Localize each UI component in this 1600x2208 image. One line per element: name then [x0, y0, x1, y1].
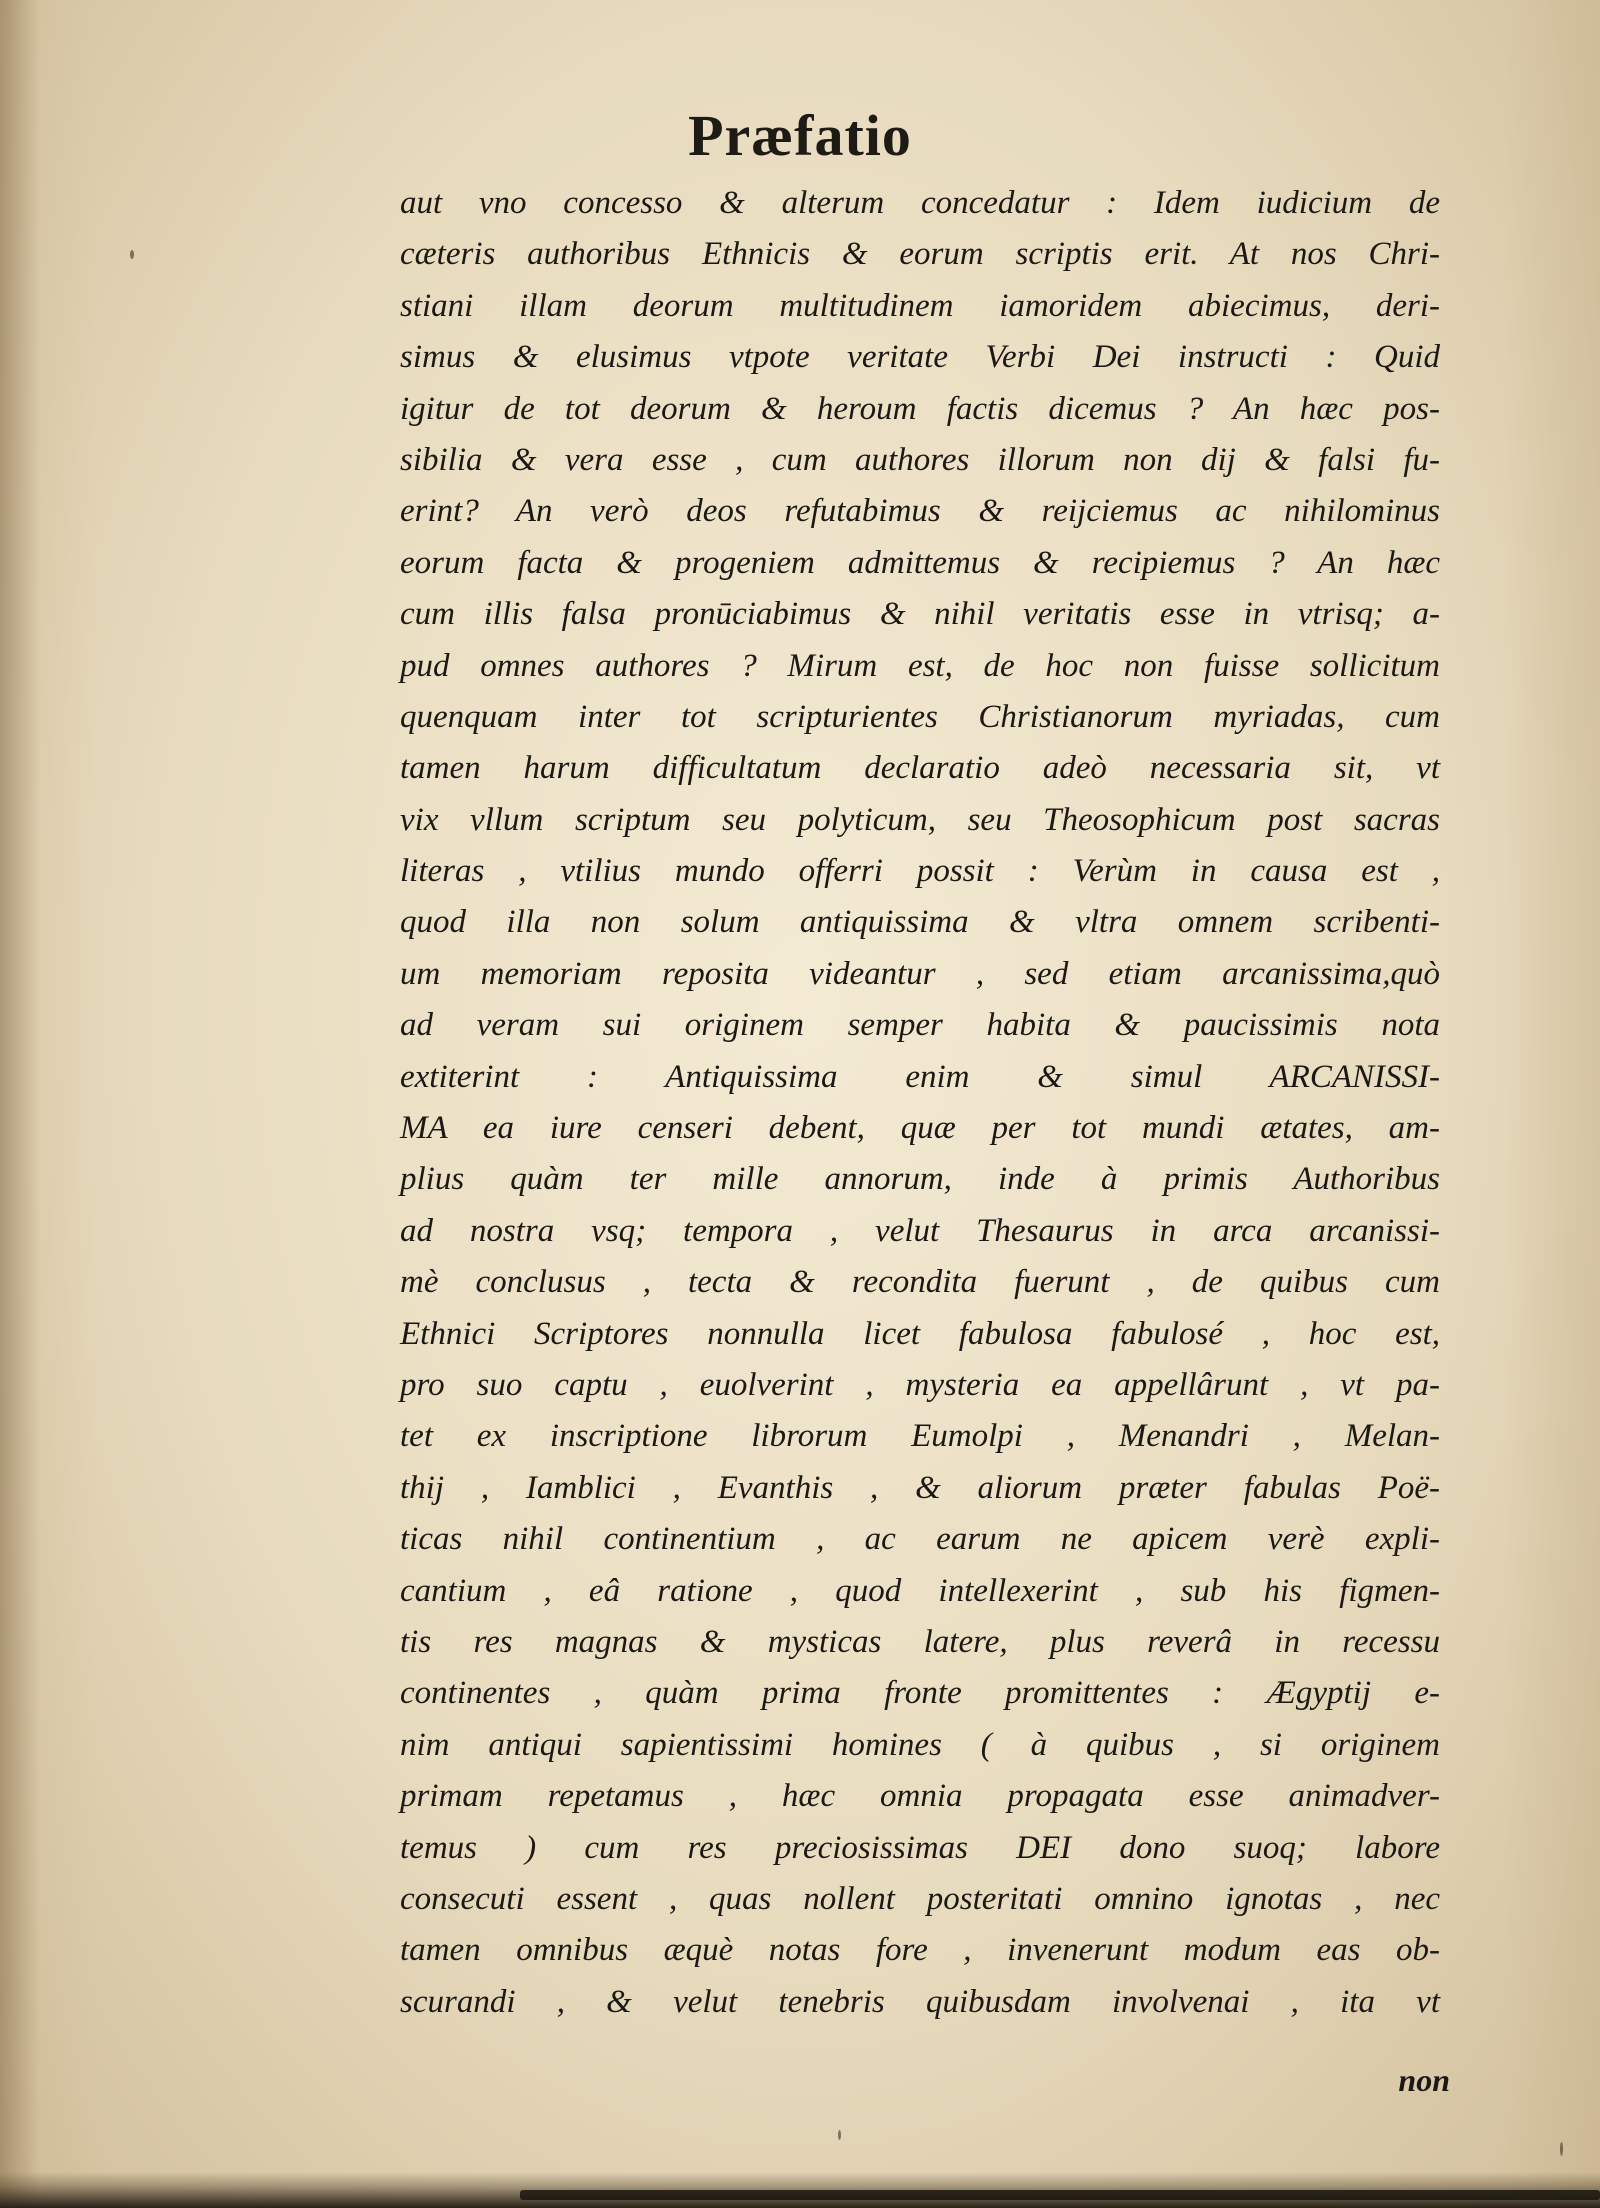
ink-speck	[838, 2130, 841, 2140]
book-edge-shadow	[520, 2190, 1600, 2200]
text-line: eorum facta & progeniem admittemus & recipiemus ? An hæc	[400, 544, 1440, 581]
text-line: pud omnes authores ? Mirum est, de hoc non fuisse sollicitum	[400, 647, 1440, 684]
text-line: quenquam inter tot scripturientes Christianorum myriadas, cum	[400, 698, 1440, 735]
text-line: continentes , quàm prima fronte promittentes : Ægyptij e-	[400, 1675, 1440, 1712]
page-header-title: Præfatio	[688, 103, 912, 168]
text-line: primam repetamus , hæc omnia propagata esse animadver-	[400, 1778, 1440, 1815]
text-line: plius quàm ter mille annorum, inde à primis Authoribus	[400, 1161, 1440, 1198]
text-line: thij , Iamblici , Evanthis , & aliorum præter fabulas Poë-	[400, 1469, 1440, 1506]
text-line: pro suo captu , euolverint , mysteria ea appellârunt , vt pa-	[400, 1366, 1440, 1403]
text-line: cæteris authoribus Ethnicis & eorum scriptis erit. At nos Chri-	[400, 236, 1440, 273]
text-line: erint? An verò deos refutabimus & reijciemus ac nihilominus	[400, 493, 1440, 530]
text-line: um memoriam reposita videantur , sed etiam arcanissima,quò	[400, 955, 1440, 992]
text-line: Ethnici Scriptores nonnulla licet fabulosa fabulosé , hoc est,	[400, 1315, 1440, 1352]
text-line: igitur de tot deorum & heroum factis dicemus ? An hæc pos-	[400, 390, 1440, 427]
text-line: ad veram sui originem semper habita & paucissimis nota	[400, 1007, 1440, 1044]
text-line: aut vno concesso & alterum concedatur : Idem iudicium de	[400, 185, 1440, 221]
body-text	[400, 178, 1440, 2028]
text-line: cum illis falsa pronūciabimus & nihil veritatis esse in vtrisq; a-	[400, 596, 1440, 633]
catchword: non	[1398, 2062, 1450, 2098]
text-line: consecuti essent , quas nollent posteritati omnino ignotas , nec	[400, 1880, 1440, 1917]
text-line: ad nostra vsq; tempora , velut Thesaurus in arca arcanissi-	[400, 1212, 1440, 1249]
text-line: tamen omnibus æquè notas fore , invenerunt modum eas ob-	[400, 1932, 1440, 1969]
gutter-shadow	[0, 0, 40, 2208]
ink-speck	[1560, 2142, 1563, 2156]
text-line: simus & elusimus vtpote veritate Verbi Dei instructi : Quid	[400, 339, 1440, 376]
text-line: sibilia & vera esse , cum authores illorum non dij & falsi fu-	[400, 441, 1440, 478]
text-line: stiani illam deorum multitudinem iamoridem abiecimus, deri-	[400, 287, 1440, 324]
text-line: tamen harum difficultatum declaratio adeò necessaria sit, vt	[400, 750, 1440, 787]
text-line: literas , vtilius mundo offerri possit : Verùm in causa est ,	[400, 853, 1440, 890]
text-line: quod illa non solum antiquissima & vltra omnem scribenti-	[400, 904, 1440, 941]
text-line: scurandi , & velut tenebris quibusdam involvenai , ita vt	[400, 1983, 1440, 2020]
ink-speck	[130, 250, 134, 259]
text-line: MA ea iure censeri debent, quæ per tot mundi ætates, am-	[400, 1110, 1440, 1147]
text-line: tis res magnas & mysticas latere, plus reverâ in recessu	[400, 1623, 1440, 1660]
text-line: cantium , eâ ratione , quod intellexerint , sub his figmen-	[400, 1572, 1440, 1609]
text-line: ticas nihil continentium , ac earum ne apicem verè expli-	[400, 1521, 1440, 1558]
text-line: extiterint : Antiquissima enim & simul ARCANISSI-	[400, 1058, 1440, 1095]
text-line: nim antiqui sapientissimi homines ( à quibus , si originem	[400, 1726, 1440, 1763]
text-line: vix vllum scriptum seu polyticum, seu Theosophicum post sacras	[400, 801, 1440, 838]
text-line: temus ) cum res preciosissimas DEI dono suoq; labore	[400, 1829, 1440, 1866]
text-line: tet ex inscriptione librorum Eumolpi , Menandri , Melan-	[400, 1418, 1440, 1455]
text-line: mè conclusus , tecta & recondita fuerunt , de quibus cum	[400, 1264, 1440, 1301]
